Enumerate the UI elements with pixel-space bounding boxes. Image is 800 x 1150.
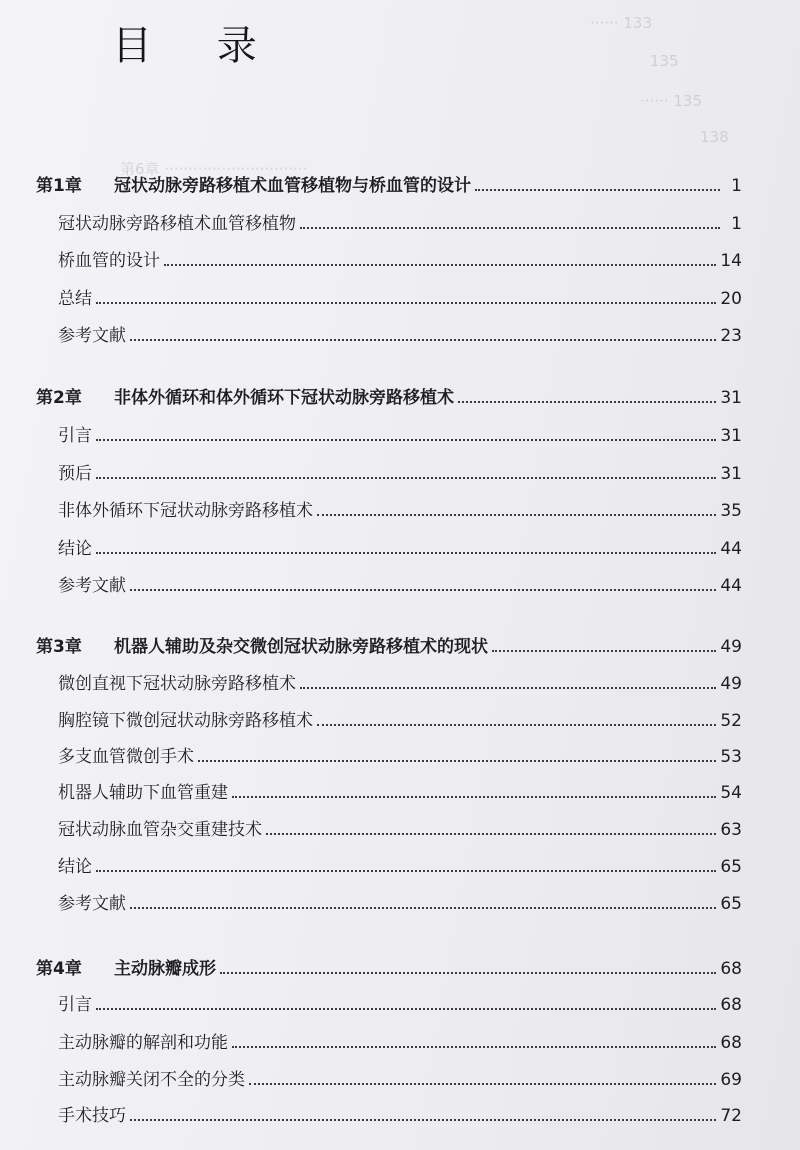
toc-section-row[interactable] xyxy=(58,279,742,309)
toc-section-row[interactable] xyxy=(58,773,742,803)
toc-section-row[interactable] xyxy=(58,1060,742,1090)
section-title: 机器人辅助下血管重建 xyxy=(58,783,228,803)
section-title: 参考文献 xyxy=(58,894,126,914)
toc-section-row[interactable] xyxy=(58,701,742,731)
toc-section-row[interactable] xyxy=(58,985,742,1015)
dot-leader xyxy=(96,439,716,441)
section-title: 主动脉瓣的解剖和功能 xyxy=(58,1033,228,1053)
page-number: 68 xyxy=(720,959,742,979)
page-number: 31 xyxy=(720,388,742,408)
dot-leader xyxy=(198,760,716,762)
page-number: 31 xyxy=(720,426,742,446)
page-number: 54 xyxy=(720,783,742,803)
section-title: 引言 xyxy=(58,426,92,446)
toc-chapter-row[interactable] xyxy=(36,949,742,979)
chapter-title: 主动脉瓣成形 xyxy=(114,959,216,979)
page-number: 65 xyxy=(720,857,742,877)
dot-leader xyxy=(249,1083,716,1085)
dot-leader xyxy=(130,1119,716,1121)
chapter-number: 第3章 xyxy=(36,637,82,657)
page-number: 72 xyxy=(720,1106,742,1126)
dot-leader xyxy=(232,796,716,798)
bleed-through-text: 138 xyxy=(700,128,729,146)
toc-section-row[interactable] xyxy=(58,454,742,484)
toc-chapter-row[interactable] xyxy=(36,627,742,657)
toc-section-row[interactable] xyxy=(58,1023,742,1053)
dot-leader xyxy=(96,477,716,479)
bleed-through-text: ······ 133 xyxy=(590,14,653,32)
dot-leader xyxy=(220,972,716,974)
section-title: 手术技巧 xyxy=(58,1106,126,1126)
page-number: 31 xyxy=(720,464,742,484)
toc-section-row[interactable] xyxy=(58,491,742,521)
dot-leader xyxy=(317,724,716,726)
page-number: 68 xyxy=(720,1033,742,1053)
section-title: 结论 xyxy=(58,539,92,559)
toc-section-row[interactable] xyxy=(58,529,742,559)
section-title: 冠状动脉旁路移植术血管移植物 xyxy=(58,214,296,234)
chapter-number: 第2章 xyxy=(36,388,82,408)
chapter-title: 非体外循环和体外循环下冠状动脉旁路移植术 xyxy=(114,388,454,408)
dot-leader xyxy=(458,401,716,403)
section-title: 胸腔镜下微创冠状动脉旁路移植术 xyxy=(58,711,313,731)
page-number: 53 xyxy=(720,747,742,767)
toc-chapter-row[interactable] xyxy=(36,166,742,196)
dot-leader xyxy=(130,589,716,591)
page-number: 63 xyxy=(720,820,742,840)
page-number: 35 xyxy=(720,501,742,521)
page-number: 65 xyxy=(720,894,742,914)
toc-section-row[interactable] xyxy=(58,664,742,694)
dot-leader xyxy=(300,227,720,229)
toc-section-row[interactable] xyxy=(58,1096,742,1126)
dot-leader xyxy=(96,1008,716,1010)
dot-leader xyxy=(96,552,716,554)
section-title: 预后 xyxy=(58,464,92,484)
toc-section-row[interactable] xyxy=(58,737,742,767)
toc-chapter-row[interactable] xyxy=(36,378,742,408)
chapter-title: 冠状动脉旁路移植术血管移植物与桥血管的设计 xyxy=(114,176,471,196)
page-number: 44 xyxy=(720,576,742,596)
toc-section-row[interactable] xyxy=(58,316,742,346)
chapter-number: 第1章 xyxy=(36,176,82,196)
section-title: 冠状动脉血管杂交重建技术 xyxy=(58,820,262,840)
page-number: 20 xyxy=(720,289,742,309)
dot-leader xyxy=(492,650,716,652)
dot-leader xyxy=(96,302,716,304)
dot-leader xyxy=(130,907,716,909)
page-number: 49 xyxy=(720,637,742,657)
page-number: 1 xyxy=(731,214,742,234)
page-number: 1 xyxy=(731,176,742,196)
page-number: 44 xyxy=(720,539,742,559)
toc-section-row[interactable] xyxy=(58,566,742,596)
toc-section-row[interactable] xyxy=(58,416,742,446)
chapter-title: 机器人辅助及杂交微创冠状动脉旁路移植术的现状 xyxy=(114,637,488,657)
dot-leader xyxy=(300,687,716,689)
page-number: 52 xyxy=(720,711,742,731)
dot-leader xyxy=(475,189,720,191)
toc-section-row[interactable] xyxy=(58,241,742,271)
section-title: 主动脉瓣关闭不全的分类 xyxy=(58,1070,245,1090)
page-number: 68 xyxy=(720,995,742,1015)
dot-leader xyxy=(130,339,716,341)
section-title: 桥血管的设计 xyxy=(58,251,160,271)
section-title: 非体外循环下冠状动脉旁路移植术 xyxy=(58,501,313,521)
page-number: 14 xyxy=(720,251,742,271)
section-title: 参考文献 xyxy=(58,326,126,346)
toc-section-row[interactable] xyxy=(58,884,742,914)
page-number: 49 xyxy=(720,674,742,694)
section-title: 参考文献 xyxy=(58,576,126,596)
dot-leader xyxy=(317,514,716,516)
dot-leader xyxy=(96,870,716,872)
toc-section-row[interactable] xyxy=(58,847,742,877)
section-title: 引言 xyxy=(58,995,92,1015)
dot-leader xyxy=(164,264,716,266)
dot-leader xyxy=(232,1046,716,1048)
page-number: 23 xyxy=(720,326,742,346)
bleed-through-text: 第6章 ······························ xyxy=(120,160,308,178)
chapter-number: 第4章 xyxy=(36,959,82,979)
page-title: 目 录 xyxy=(112,23,283,69)
bleed-through-text: ······ 135 xyxy=(640,92,703,110)
section-title: 多支血管微创手术 xyxy=(58,747,194,767)
section-title: 微创直视下冠状动脉旁路移植术 xyxy=(58,674,296,694)
toc-section-row[interactable] xyxy=(58,204,742,234)
page-number: 69 xyxy=(720,1070,742,1090)
section-title: 总结 xyxy=(58,289,92,309)
section-title: 结论 xyxy=(58,857,92,877)
bleed-through-text: 135 xyxy=(650,52,679,70)
toc-section-row[interactable] xyxy=(58,810,742,840)
dot-leader xyxy=(266,833,716,835)
